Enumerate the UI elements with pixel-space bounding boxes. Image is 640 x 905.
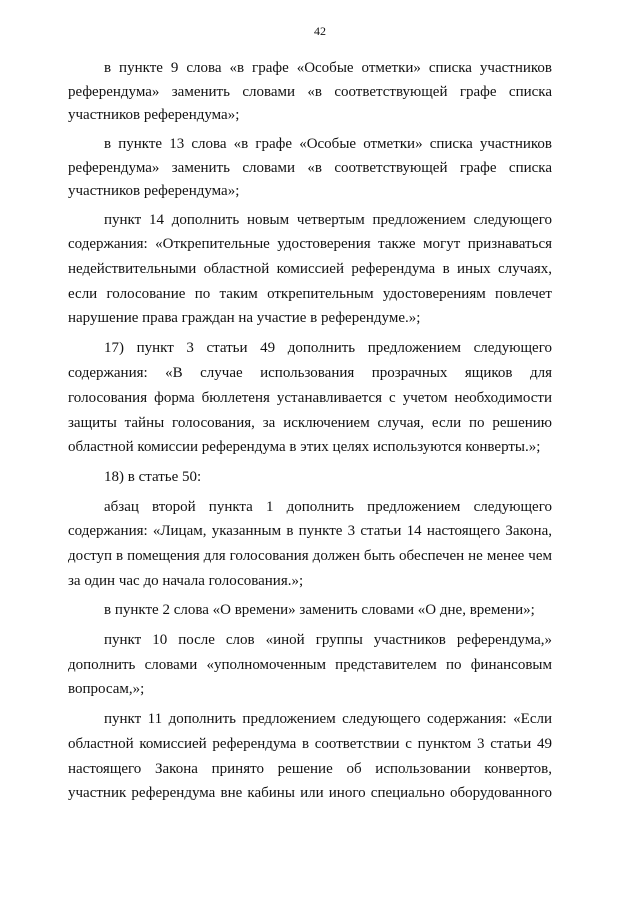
text-line: референдума» заменить словами «в соответствующей графе списка [68, 160, 552, 176]
text-line: 17) пункт 3 статьи 49 дополнить предложением следующего [104, 340, 552, 356]
text-line: содержания: «В случае использования прозрачных ящиков для [68, 365, 552, 381]
text-line: областной комиссии референдума в этих целях используются конверты.»; [68, 439, 541, 455]
text-line: пункт 10 после слов «иной группы участников референдума,» [104, 632, 552, 648]
text-line: пункт 14 дополнить новым четвертым предложением следующего [104, 212, 552, 228]
text-line: участников референдума»; [68, 107, 240, 123]
text-line: абзац второй пункта 1 дополнить предложением следующего [104, 499, 552, 515]
text-line: содержания: «Открепительные удостоверения также могут признаваться [68, 236, 552, 252]
text-line: вопросам,»; [68, 681, 145, 697]
text-line: если голосование по таким открепительным удостоверениям повлечет [68, 286, 552, 302]
text-line: нарушение права граждан на участие в референдуме.»; [68, 310, 421, 326]
text-line: недействительными областной комиссией референдума в иных случаях, [68, 261, 552, 277]
text-line: голосования форма бюллетеня устанавливается с учетом необходимости [68, 390, 552, 406]
text-line: дополнить словами «уполномоченным представителем по финансовым [68, 657, 552, 673]
text-line: настоящего Закона принято решение об использовании конвертов, [68, 761, 552, 777]
text-line: участник референдума вне кабины или иного специально оборудованного [68, 785, 552, 801]
text-line: доступ в помещения для голосования должен быть обеспечен не менее чем [68, 548, 552, 564]
text-line: в пункте 13 слова «в графе «Особые отметки» списка участников [104, 136, 552, 152]
text-line: 18) в статье 50: [104, 469, 202, 485]
text-line: в пункте 2 слова «О времени» заменить словами «О дне, времени»; [104, 602, 535, 618]
text-line: защиты тайны голосования, за исключением случая, если по решению [68, 415, 552, 431]
text-line: в пункте 9 слова «в графе «Особые отметки» списка участников [104, 60, 552, 76]
text-line: пункт 11 дополнить предложением следующего содержания: «Если [104, 711, 552, 727]
page-number: 42 [314, 24, 326, 38]
text-line: за один час до начала голосования.»; [68, 573, 304, 589]
text-line: референдума» заменить словами «в соответствующей графе списка [68, 84, 552, 100]
text-line: участников референдума»; [68, 183, 240, 199]
text-line: содержания: «Лицам, указанным в пункте 3 статьи 14 настоящего Закона, [68, 523, 552, 539]
text-line: областной комиссией референдума в соответствии с пунктом 3 статьи 49 [68, 736, 552, 752]
